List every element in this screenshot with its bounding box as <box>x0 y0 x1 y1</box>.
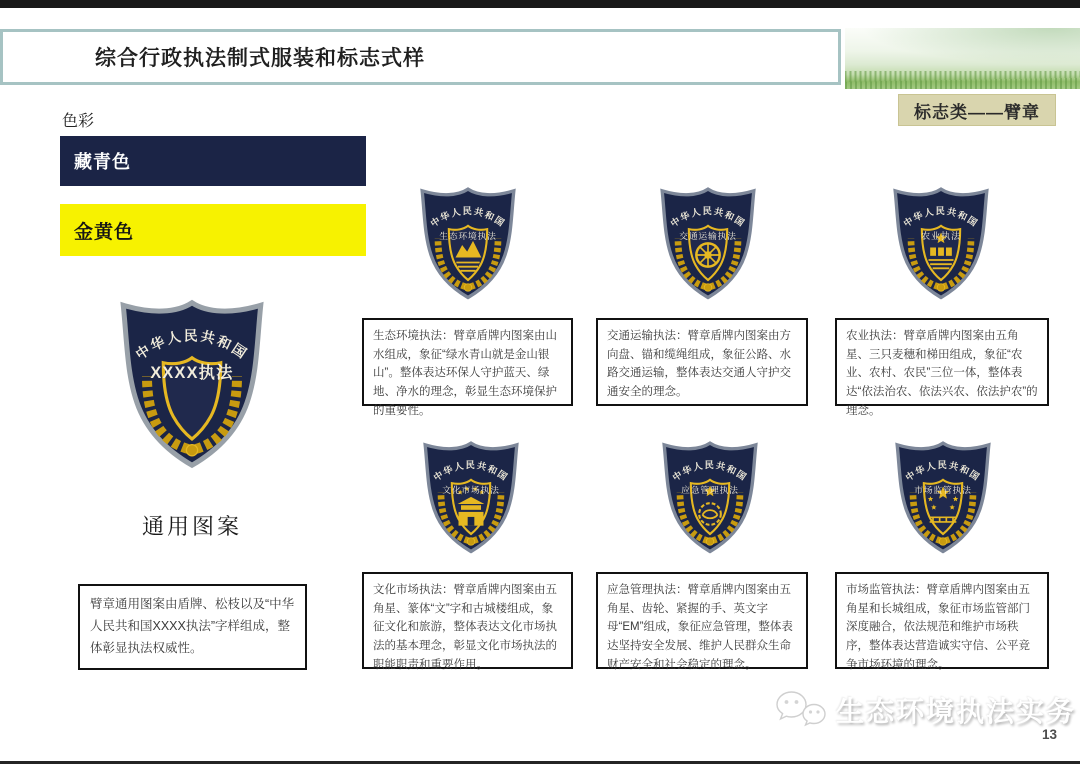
svg-text:交通运输执法: 交通运输执法 <box>679 231 737 242</box>
title-box <box>0 29 841 85</box>
armband-badge-culture <box>421 440 521 558</box>
color-swatch-navy <box>60 136 366 186</box>
page-title: 综合行政执法制式服装和标志式样 <box>95 47 425 70</box>
description-market: 市场监管执法：臂章盾牌内图案由五角星和长城组成，象征市场监管部门深度融合，依法规范和维护市场秩序，整体表达营造诚实守信、公平竞争市场环境的理念。 <box>835 572 1049 669</box>
watermark <box>775 690 1076 730</box>
svg-text:文化市场执法: 文化市场执法 <box>442 485 500 496</box>
armband-badge-agriculture <box>891 186 991 304</box>
page-number: 13 <box>1042 727 1058 742</box>
color-swatch-navy-label: 藏青色 <box>74 152 131 172</box>
svg-text:中华人民共和国: 中华人民共和国 <box>133 328 251 363</box>
description-transport: 交通运输执法：臂章盾牌内图案由方向盘、锚和缆绳组成，象征公路、水路交通运输，整体表达交通人守护交通安全的理念。 <box>596 318 808 406</box>
top-edge-bar <box>0 0 1080 8</box>
armband-shield <box>893 440 993 558</box>
color-swatch-gold <box>60 204 366 256</box>
svg-text:中华人民共和国: 中华人民共和国 <box>668 206 748 229</box>
svg-text:XXXX执法: XXXX执法 <box>150 363 234 382</box>
armband-badge-market <box>893 440 993 558</box>
armband-badge-emergency <box>660 440 760 558</box>
armband-shield <box>421 440 521 558</box>
generic-armband-badge <box>117 299 267 474</box>
svg-text:中华人民共和国: 中华人民共和国 <box>670 460 750 483</box>
svg-text:市场监管执法: 市场监管执法 <box>914 485 972 496</box>
svg-text:中华人民共和国: 中华人民共和国 <box>901 206 981 229</box>
armband-shield <box>660 440 760 558</box>
armband-badge-eco <box>418 186 518 304</box>
colors-heading: 色彩 <box>62 113 95 130</box>
generic-badge-caption: 通用图案 <box>141 514 242 539</box>
description-emergency: 应急管理执法：臂章盾牌内图案由五角星、齿轮、紧握的手、英文字母“EM”组成，象征应急管理，整体表达坚持安全发展、维护人民群众生命财产安全和社会稳定的理念。 <box>596 572 808 669</box>
watermark-text: 生态环境执法实务 <box>836 696 1077 727</box>
description-culture: 文化市场执法：臂章盾牌内图案由五角星、篆体“文”字和古城楼组成，象征文化和旅游，整体表达文化市场执法的基本理念，彰显文化市场执法的职能职责和重要作用。 <box>362 572 573 669</box>
description-agriculture: 农业执法：臂章盾牌内图案由五角星、三只麦穗和梯田组成，象征“农业、农村、农民”三位一体，整体表达“依法治农、依法兴农、依法护农”的理念。 <box>835 318 1049 406</box>
svg-text:中华人民共和国: 中华人民共和国 <box>903 460 983 483</box>
svg-text:应急管理执法: 应急管理执法 <box>681 485 739 496</box>
color-swatch-gold-label: 金黄色 <box>74 221 135 243</box>
armband-badge-transport <box>658 186 758 304</box>
svg-text:生态环境执法: 生态环境执法 <box>439 231 497 242</box>
generic-badge-description: 臂章通用图案由盾牌、松枝以及“中华人民共和国XXXX执法”字样组成，整体彰显执法权威性。 <box>78 584 307 670</box>
chat-bubbles-icon <box>775 690 827 730</box>
svg-text:中华人民共和国: 中华人民共和国 <box>431 460 511 483</box>
armband-shield <box>418 186 518 304</box>
landscape-image <box>845 28 1080 89</box>
armband-shield <box>891 186 991 304</box>
svg-text:农业执法: 农业执法 <box>921 231 961 242</box>
badge-category-tag: 标志类——臂章 <box>898 94 1056 126</box>
description-eco: 生态环境执法：臂章盾牌内图案由山水组成，象征“绿水青山就是金山银山”。整体表达环保人守护蓝天、绿地、净水的理念，彰显生态环境保护的重要性。 <box>362 318 573 406</box>
armband-shield <box>117 299 267 474</box>
svg-text:中华人民共和国: 中华人民共和国 <box>428 206 508 229</box>
armband-shield <box>658 186 758 304</box>
